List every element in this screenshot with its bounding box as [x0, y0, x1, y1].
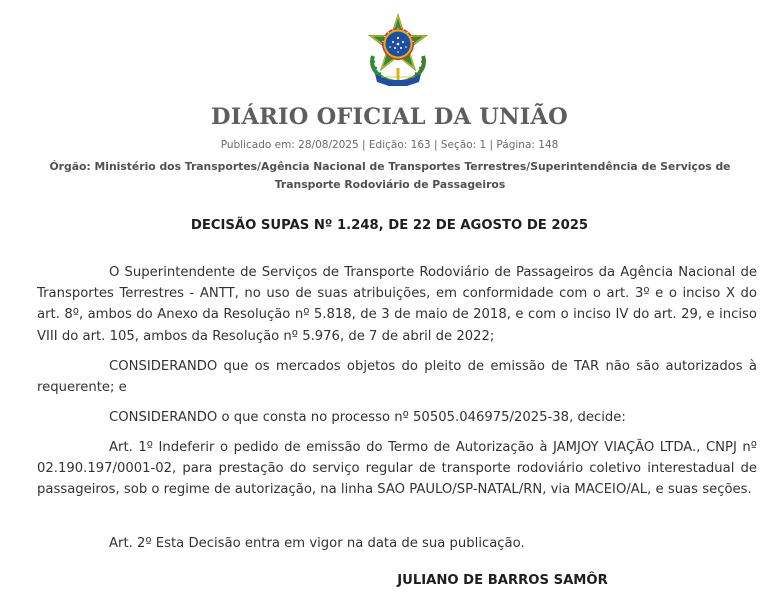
act-title: DECISÃO SUPAS Nº 1.248, DE 22 DE AGOSTO DE 2025: [190, 218, 589, 233]
issuing-body: Órgão: Ministério dos Transportes/Agência Nacional de Transportes Terrestres/Superintendência de Serviços de Transporte Rodoviário de Passageiros: [49, 160, 731, 191]
paragraph-article-2: Art. 2º Esta Decisão entra em vigor na data de sua publicação.: [109, 536, 525, 551]
paragraph-considerando-1: CONSIDERANDO que os mercados objetos do pleito de emissão de TAR não são autorizados à requerente; e: [37, 359, 757, 396]
paragraph-considerando-2: CONSIDERANDO o que consta no processo nº 50505.046975/2025-38, decide:: [109, 410, 626, 425]
newspaper-title: DIÁRIO OFICIAL DA UNIÃO: [211, 104, 568, 130]
publication-info: Publicado em: 28/08/2025 | Edição: 163 | Seção: 1 | Página: 148: [220, 139, 559, 151]
signature-name: [0, 573, 779, 588]
brazil-coat-of-arms-icon: [359, 10, 437, 88]
paragraph-preamble: O Superintendente de Serviços de Transporte Rodoviário de Passageiros da Agência Nacional de Transportes Terrestres - ANTT, no uso de suas atribuições, em conformidade com o art. 3º e o inciso X do art. 8º, ambos do Anexo da Resolução nº 5.818, de 3 de maio de 2018, e com o inciso IV do art. 29, e inciso VIII do art. 105, ambos da Resolução nº 5.976, de 7 de abril de 2022;: [37, 265, 757, 344]
paragraph-article-1: Art. 1º Indeferir o pedido de emissão do Termo de Autorização à JAMJOY VIAÇÃO LTDA., CNPJ nº 02.190.197/0001-02, para prestação do serviço regular de transporte rodoviário coletivo interestadual de passageiros, sob o regime de autorização, na linha SAO PAULO/SP-NATAL/RN, via MACEIO/AL, e suas seções.: [37, 440, 757, 498]
signature-text: JULIANO DE BARROS SAMÔR: [397, 573, 608, 588]
